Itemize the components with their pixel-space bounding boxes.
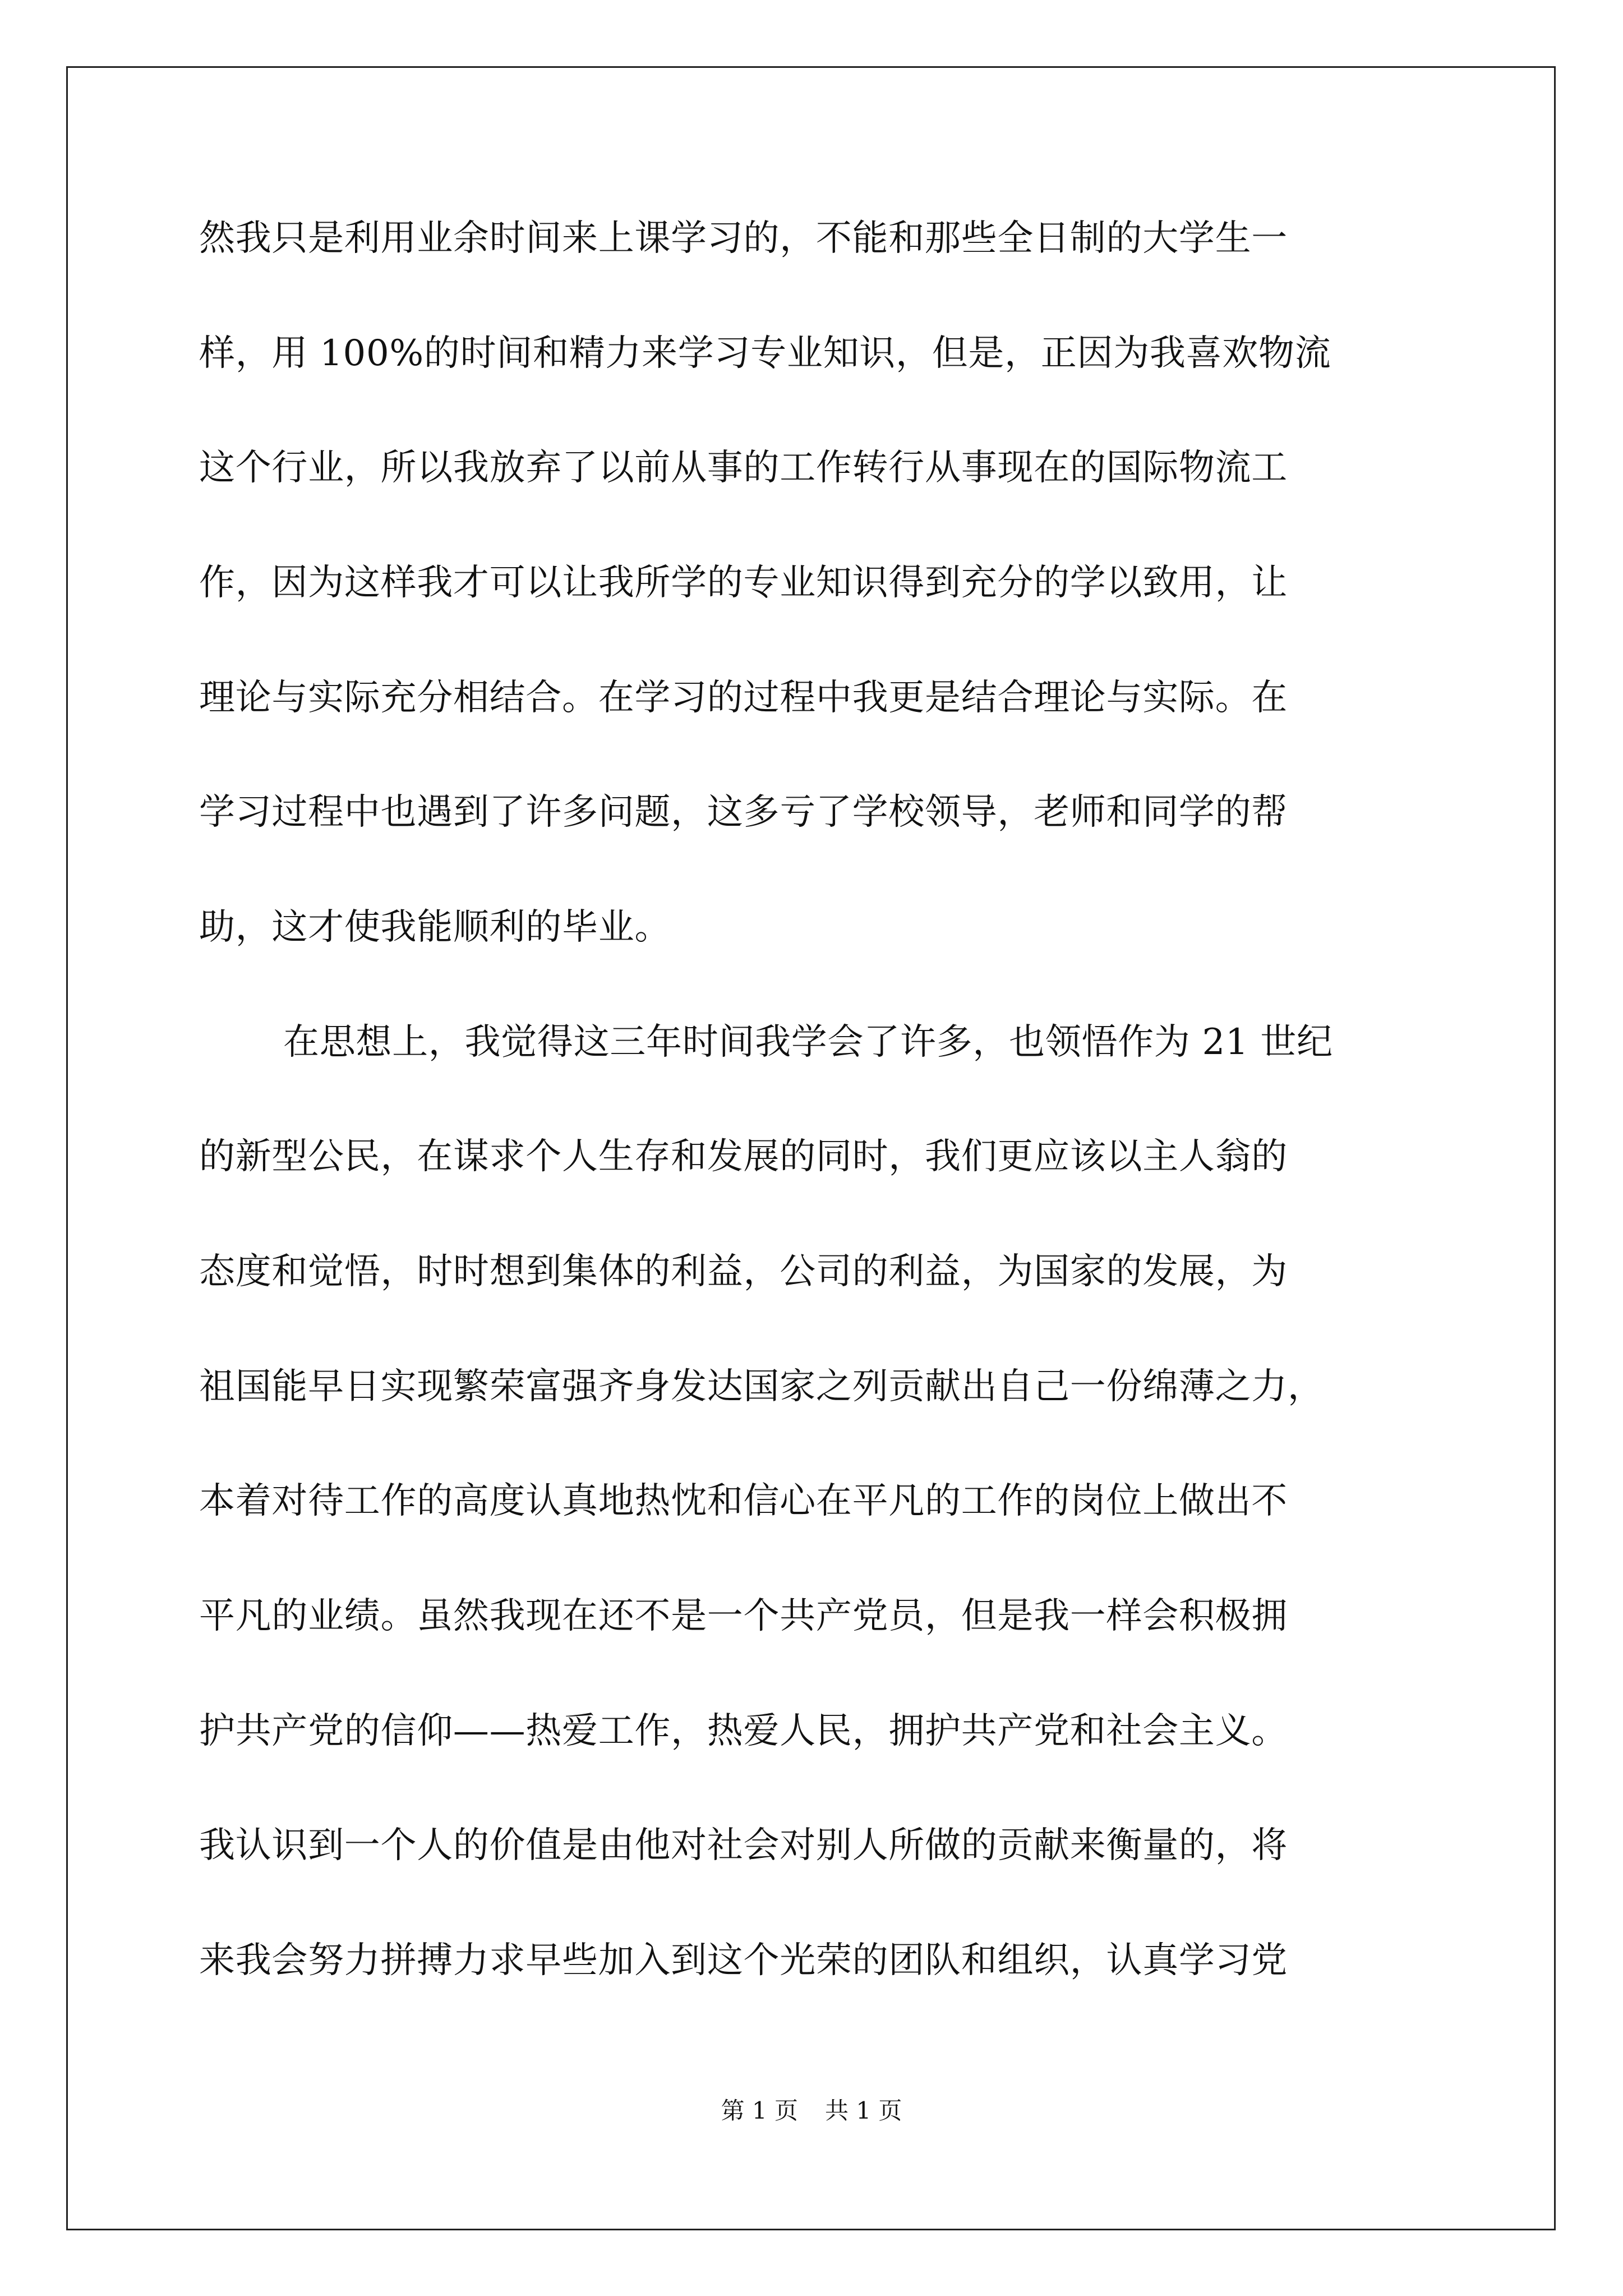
body-line-10: 态度和觉悟，时时想到集体的利益，公司的利益，为国家的发展，为 <box>199 1251 1288 1292</box>
body-line-12: 本着对待工作的高度认真地热忱和信心在平凡的工作的岗位上做出不 <box>199 1480 1288 1522</box>
body-line-1: 然我只是利用业余时间来上课学习的，不能和那些全日制的大学生一 <box>199 218 1288 259</box>
paragraph-2-first-line: 在思想上，我觉得这三年时间我学会了许多，也领悟作为 21 世纪 <box>283 1022 1333 1063</box>
body-line-9: 的新型公民，在谋求个人生存和发展的同时，我们更应该以主人翁的 <box>199 1136 1288 1177</box>
body-line-16: 来我会努力拼搏力求早些加入到这个光荣的团队和组织，认真学习党 <box>199 1940 1288 1981</box>
body-line-2: 样，用 100%的时间和精力来学习专业知识，但是，正因为我喜欢物流 <box>199 333 1331 374</box>
body-line-5: 理论与实际充分相结合。在学习的过程中我更是结合理论与实际。在 <box>199 677 1288 719</box>
page-footer <box>0 2094 1623 2128</box>
body-line-6: 学习过程中也遇到了许多问题，这多亏了学校领导，老师和同学的帮 <box>199 792 1288 833</box>
page-number: 第 1 页 <box>721 2097 798 2124</box>
body-line-7: 助，这才使我能顺利的毕业。 <box>199 907 671 948</box>
body-line-3: 这个行业，所以我放弃了以前从事的工作转行从事现在的国际物流工 <box>199 447 1288 489</box>
body-line-13: 平凡的业绩。虽然我现在还不是一个共产党员，但是我一样会积极拥 <box>199 1595 1288 1637</box>
body-line-4: 作，因为这样我才可以让我所学的专业知识得到充分的学以致用，让 <box>199 562 1288 604</box>
body-line-11: 祖国能早日实现繁荣富强齐身发达国家之列贡献出自己一份绵薄之力， <box>199 1366 1324 1407</box>
page-total: 共 1 页 <box>825 2097 902 2124</box>
body-line-15: 我认识到一个人的价值是由他对社会对别人所做的贡献来衡量的，将 <box>199 1825 1288 1866</box>
body-line-14: 护共产党的信仰——热爱工作，热爱人民，拥护共产党和社会主义。 <box>199 1710 1288 1752</box>
